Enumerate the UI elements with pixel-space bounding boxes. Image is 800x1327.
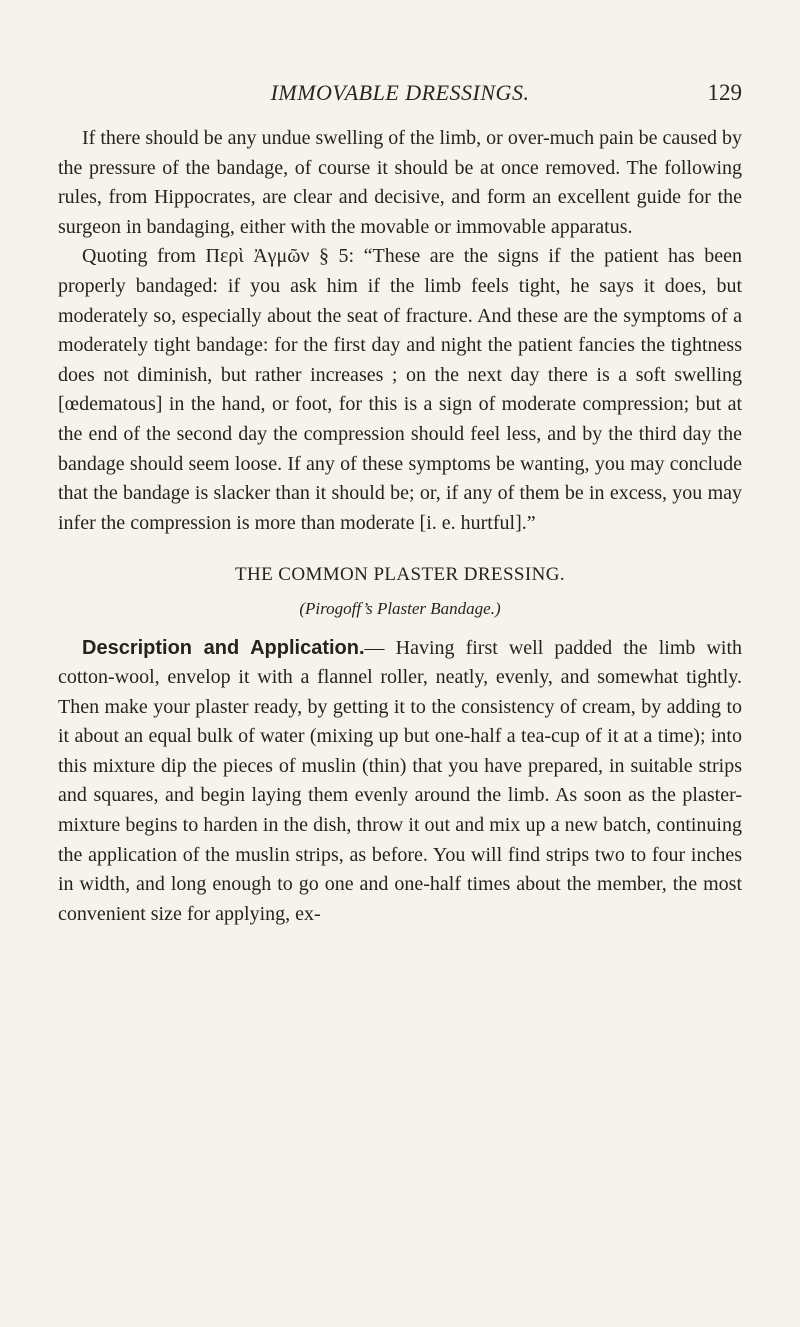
section-subheading: (Pirogoff’s Plaster Bandage.) [299, 598, 501, 618]
em-dash: — [364, 636, 396, 659]
run-in-heading: Description and Application. [82, 636, 365, 659]
page-number: 129 [707, 80, 742, 105]
running-head [58, 80, 742, 110]
paragraph-swelling: If there should be any undue swelling of the limb, or over-much pain be caused by the pressure of the bandage, of course it should be at once removed. The following rules, from Hippocrates, are clear and decisive, and form an excellent guide for the surgeon in bandaging, either with the movable or immovable apparatus. [58, 127, 742, 238]
paragraph-hippocrates-quote: Quoting from Περὶ Ἀγμῶν § 5: “These are the signs if the patient has been properly bandaged: if you ask him if the limb feels tight, he says it does, but moderately so, especially about the seat of fracture. And these are the symptoms of a moderately tight bandage: for the first day and night the patient fancies the tightness does not diminish, but rather increases ; on the next day there is a soft swelling [œdematous] in the hand, or foot, for this is a sign of moderate compression; but at the end of the second day the compression should feel less, and by the third day the bandage should seem loose. If any of these symptoms be wanting, you may conclude that the bandage is slacker than it should be; or, if any of them be in excess, you may infer the compression is more than moderate [i. e. hurtful].” [58, 245, 742, 534]
description-text: Having first well padded the limb with cotton-wool, envelop it with a flannel roller, neatly, evenly, and somewhat tightly. Then make your plaster ready, by getting it to the consistency of cream, by adding to it about an equal bulk of water (mixing up but one-half a tea-cup of it at a time); into this mixture dip the pieces of muslin (thin) that you have prepared, in suitable strips and squares, and begin laying them evenly around the limb. As soon as the plaster-mixture begins to harden in the dish, throw it out and mix up a new batch, continuing the application of the muslin strips, as before. You will find strips two to four inches in width, and long enough to go one and one-half times about the member, the most convenient size for applying, ex- [58, 636, 743, 925]
section-heading: THE COMMON PLASTER DRESSING. [234, 564, 565, 586]
body-text [58, 124, 742, 929]
paragraph-description [58, 634, 742, 930]
running-title: IMMOVABLE DRESSINGS. [270, 80, 530, 105]
